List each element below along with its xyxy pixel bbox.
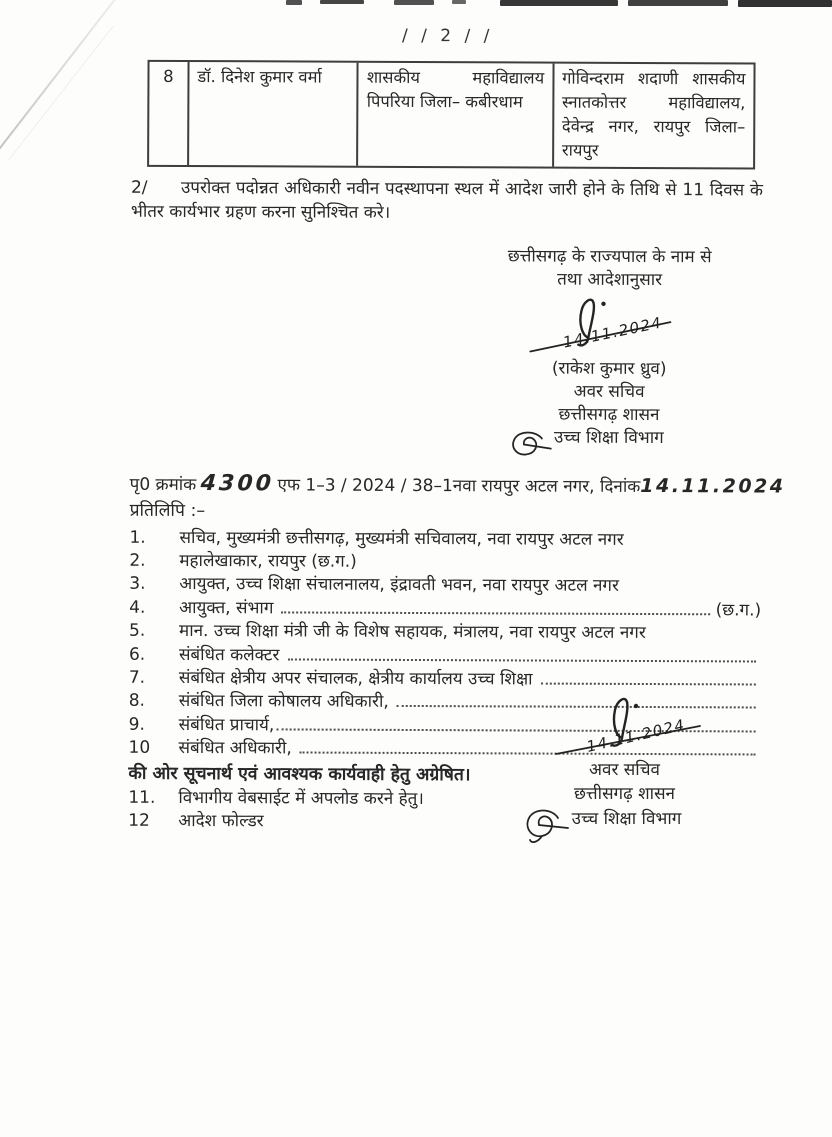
footer-signature-block bbox=[482, 694, 767, 853]
table-cell-officer-name: डॉ. दिनेश कुमार वर्मा bbox=[187, 62, 357, 166]
endorsement-date-handwritten: 14.11.2024 bbox=[640, 474, 786, 498]
signature-area bbox=[442, 293, 776, 358]
copy-heading: प्रतिलिपि :– bbox=[129, 500, 206, 521]
list-item-number: 11. bbox=[128, 787, 156, 808]
table-cell-serial: 8 bbox=[163, 66, 174, 86]
list-item-text: आदेश फोल्डर bbox=[178, 810, 264, 832]
signatory-govt: छत्तीसगढ़ शासन bbox=[558, 404, 660, 426]
page-number: / / 2 / / bbox=[401, 25, 494, 47]
list-item-text: आयुक्त, संभाग bbox=[179, 597, 274, 619]
list-item-number: 2. bbox=[129, 550, 146, 571]
initial-scribble-icon bbox=[522, 806, 570, 846]
list-item bbox=[129, 620, 761, 646]
endorsement-line bbox=[129, 470, 786, 498]
signatory-dept-line bbox=[554, 427, 664, 450]
footer-signatory-dept: उच्च शिक्षा विभाग bbox=[571, 809, 682, 829]
paragraph-2-text: उपरोक्त पदोन्नत अधिकारी नवीन पदस्थापना स्थल में आदेश जारी होने के तिथि से 11 दिवस के भीतर कार्यभार ग्रहण करना सुनिश्चित करे। bbox=[130, 177, 764, 223]
posting-table bbox=[147, 60, 755, 170]
list-item-number: 9. bbox=[128, 714, 145, 735]
footer-signatory-designation: अवर सचिव bbox=[589, 760, 660, 780]
paragraph-2 bbox=[131, 176, 763, 227]
table-cell-current-posting: शासकीय महाविद्यालय पिपरिया जिला– कबीरधाम bbox=[356, 63, 552, 167]
list-item-text: महालेखाकार, रायपुर (छ.ग.) bbox=[179, 550, 357, 572]
signatory-designation: अवर सचिव bbox=[573, 381, 645, 402]
table-cell-new-posting: गोविन्दराम शदाणी शासकीय स्नातकोत्तर महाविद्यालय, देवेन्द्र नगर, रायपुर जिला– रायपुर bbox=[552, 64, 754, 168]
list-item-text: विभागीय वेबसाईट में अपलोड करने हेतु। bbox=[178, 787, 424, 809]
list-item-text: संबंधित जिला कोषालय अधिकारी, bbox=[178, 691, 389, 713]
dotted-leader bbox=[541, 669, 756, 685]
signature-date-handwritten: 14.11.2024 bbox=[561, 313, 664, 352]
footer-signatory-dept-line bbox=[568, 806, 682, 832]
list-item-number: 10 bbox=[128, 737, 151, 758]
list-item-text: संबंधित प्राचार्य, bbox=[178, 714, 275, 736]
list-item-text: सचिव, मुख्यमंत्री छत्तीसगढ़, मुख्यमंत्री सचिवालय, नवा रायपुर अटल नगर bbox=[179, 527, 624, 550]
list-item-suffix: (छ.ग.) bbox=[715, 600, 762, 621]
dotted-leader bbox=[287, 645, 756, 662]
authority-line-1: छत्तीसगढ़ के राज्यपाल के नाम से bbox=[507, 246, 712, 268]
signatory-dept: उच्च शिक्षा विभाग bbox=[554, 427, 664, 449]
list-item-text: संबंधित क्षेत्रीय अपर संचालक, क्षेत्रीय कार्यालय उच्च शिक्षा bbox=[178, 667, 533, 690]
footer-signatory-govt: छत्तीसगढ़ शासन bbox=[574, 784, 675, 804]
list-item-text: आयुक्त, उच्च शिक्षा संचालनालय, इंद्रावती भवन, नवा रायपुर अटल नगर bbox=[179, 574, 620, 597]
list-item-number: 7. bbox=[128, 667, 146, 688]
list-item-text: मान. उच्च शिक्षा मंत्री जी के विशेष सहायक, मंत्रालय, नवा रायपुर अटल नगर bbox=[179, 621, 646, 644]
dotted-leader bbox=[281, 598, 710, 615]
endorsement-file-number: एफ 1–3 / 2024 / 38–1 bbox=[277, 474, 453, 496]
signature-date-handwritten: 14.11.2024 bbox=[584, 715, 688, 756]
paragraph-2-number: 2/ bbox=[130, 177, 148, 198]
endorsement-number-handwritten: 4300 bbox=[199, 470, 275, 496]
list-item-text: संबंधित अधिकारी, bbox=[178, 738, 292, 759]
forward-note: की ओर सूचनार्थ एवं आवश्यक कार्यवाही हेतु अग्रेषित। bbox=[128, 763, 471, 785]
list-item-number: 3. bbox=[129, 574, 146, 595]
list-item bbox=[129, 526, 761, 552]
list-item-number: 8. bbox=[128, 691, 146, 712]
signature-icon bbox=[502, 293, 712, 358]
endorsement-place-date-label: नवा रायपुर अटल नगर, दिनांक bbox=[452, 475, 641, 497]
list-item bbox=[129, 596, 761, 622]
list-item bbox=[129, 667, 761, 693]
list-item bbox=[129, 550, 761, 576]
list-item-number: 12 bbox=[128, 810, 150, 831]
signatory-name: (राकेश कुमार ध्रुव) bbox=[551, 358, 667, 380]
list-item-number: 1. bbox=[129, 527, 146, 548]
list-item-text: संबंधित कलेक्टर bbox=[178, 644, 280, 665]
authority-signature-block bbox=[442, 245, 777, 470]
list-item bbox=[129, 573, 761, 599]
list-item-number: 5. bbox=[129, 620, 146, 641]
list-item bbox=[129, 643, 761, 669]
footer-signature-area bbox=[482, 694, 767, 758]
endorsement-prefix: पृ0 क्रमांक bbox=[129, 474, 197, 495]
signature-icon bbox=[522, 694, 742, 758]
initial-scribble-icon bbox=[508, 428, 552, 462]
list-item-number: 6. bbox=[128, 644, 146, 665]
list-item-number: 4. bbox=[129, 597, 146, 618]
authority-line-2: तथा आदेशानुसार bbox=[557, 269, 663, 291]
